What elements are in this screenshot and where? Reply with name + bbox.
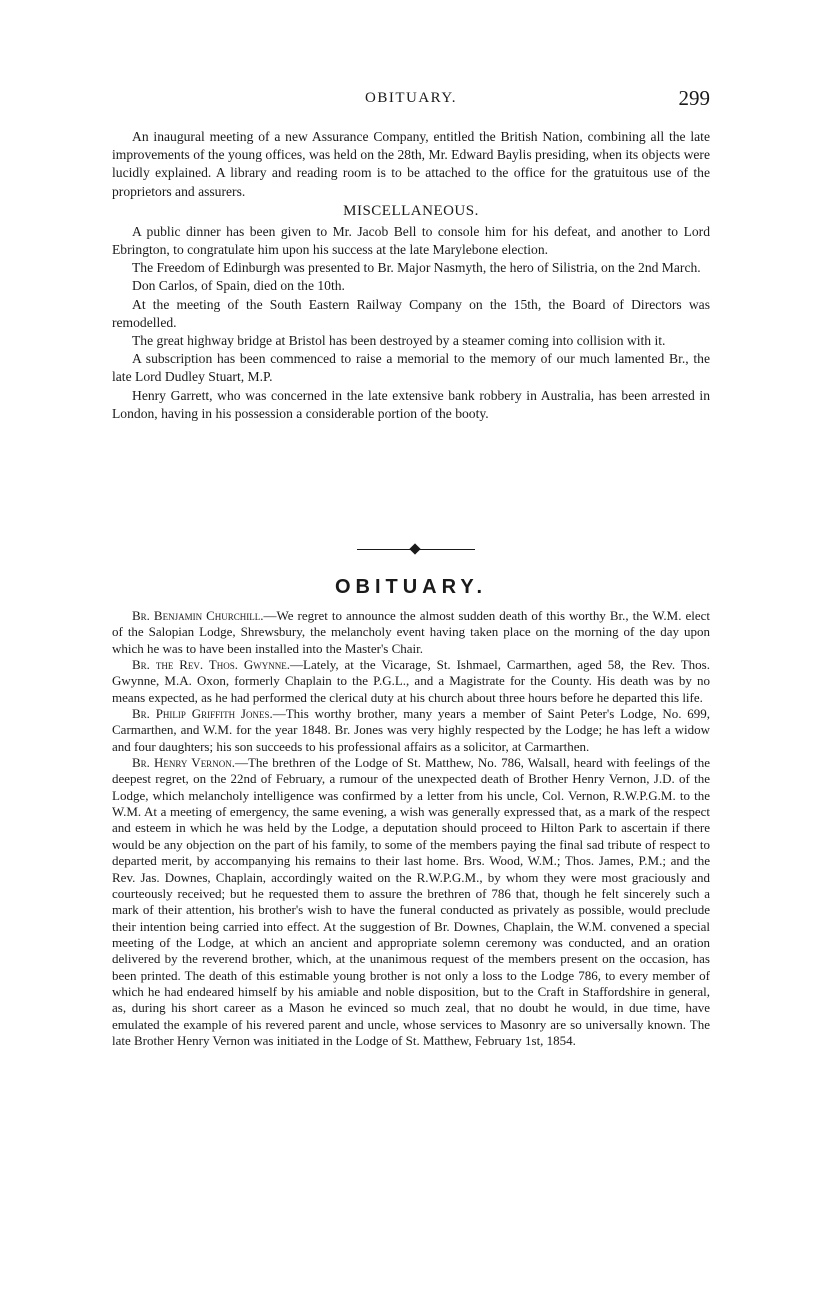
misc-item: The Freedom of Edinburgh was presented to Br. Major Nasmyth, the hero of Silistria, on the 2nd March. bbox=[132, 260, 701, 276]
entry-name: Br. the Rev. Thos. Gwynne. bbox=[132, 657, 290, 673]
section-divider bbox=[357, 544, 475, 556]
intro-paragraph: An inaugural meeting of a new Assurance Company, entitled the British Nation, combining all the late improvements of the young offices, was held on the 28th, Mr. Edward Baylis presiding, when its objects were lucidly explained. A library and reading room is to be attached to the office for the gratuitous use of the proprietors and assurers. bbox=[112, 129, 710, 199]
misc-item: The great highway bridge at Bristol has been destroyed by a steamer coming into collision with it. bbox=[132, 333, 666, 349]
obituary-entry bbox=[112, 706, 710, 755]
entry-name: Br. Henry Vernon. bbox=[132, 755, 235, 771]
diamond-ornament-icon bbox=[409, 543, 420, 554]
entry-name: Br. Benjamin Churchill. bbox=[132, 608, 264, 623]
running-head bbox=[112, 86, 710, 110]
miscellaneous-heading: MISCELLANEOUS. bbox=[343, 202, 479, 219]
upper-section bbox=[112, 128, 710, 423]
obituary-section bbox=[112, 608, 710, 1049]
misc-item: A public dinner has been given to Mr. Jacob Bell to console him for his defeat, and another to Lord Ebrington, to congratulate him upon his success at the late Marylebone election. bbox=[112, 223, 710, 258]
misc-item: A subscription has been commenced to raise a memorial to the memory of our much lamented Br., the late Lord Dudley Stuart, M.P. bbox=[112, 351, 710, 385]
running-title: OBITUARY. bbox=[365, 90, 457, 106]
misc-item: At the meeting of the South Eastern Railway Company on the 15th, the Board of Directors was remodelled. bbox=[112, 296, 710, 330]
misc-item: Henry Garrett, who was concerned in the late extensive bank robbery in Australia, has been arrested in London, having in his possession a considerable portion of the booty. bbox=[112, 387, 710, 421]
page-number: 299 bbox=[678, 86, 710, 110]
misc-item: Don Carlos, of Spain, died on the 10th. bbox=[132, 278, 345, 294]
entry-text: —This worthy brother, many years a member of Saint Peter's Lodge, No. 699, Carmarthen, and W.M. for the year 1848. Br. Jones was very highly respected by the Lodge; he has left a widow and four daughters; his son succeeds to his professional affairs as a solicitor, at Carmarthen. bbox=[112, 706, 710, 754]
entry-text: —The brethren of the Lodge of St. Matthew, No. 786, Walsall, heard with feelings of the deepest regret, on the 22nd of February, a rumour of the unexpected death of Brother Henry Vernon, J.D. of the Lodge, which melancholy intelligence was confirmed by a letter from his uncle, Col. Vernon, R.W.P.G.M. to the W.M. At a meeting of emergency, the same evening, a wish was generally expressed that, as a mark of the respect and esteem in which he was held by the Lodge, a deputation should proceed to Hilton Park to ascertain if there would be any objection on the part of his family, to some of the members paying the final sad tribute of respect to departed merit, by accompanying his remains to their last home. Brs. Wood, W.M.; Thos. James, P.M.; and the Rev. Jas. Downes, Chaplain, accordingly waited on the R.W.P.G.M., by whom they were most graciously and courteously received; but he requested them to assure the brethren of 786 that, though he felt sincerely such a mark of their attention, his brother's wish to have the funeral conducted as privately as possible, would preclude their intention being carried into effect. At the suggestion of Br. Downes, Chaplain, the W.M. convened a special meeting of the Lodge, at which an ancient and appropriate solemn ceremony was conducted, and an oration delivered by the reverend brother, which, at the unanimous request of the members present on the occasion, has been printed. The death of this estimable young brother is not only a loss to the Lodge 786, to every member of which he had endeared himself by his amiable and noble disposition, but to the Craft in Staffordshire in general, as, during his short career as a Mason he evinced so much zeal, that no doubt he would, in due time, have emulated the example of his revered parent and uncle, whose services to Masonry are so universally known. The late Brother Henry Vernon was initiated in the Lodge of St. Matthew, February 1st, 1854. bbox=[112, 755, 710, 1048]
entry-text: —Lately, at the Vicarage, St. Ishmael, Carmarthen, aged 58, the Rev. Thos. Gwynne, M.A. Oxon, formerly Chaplain to the P.G.L., and a Magistrate for the County. His death was by no means expected, as he had performed the clerical duty at his church about three hours before he departed this life. bbox=[112, 657, 710, 705]
obituary-entry bbox=[112, 755, 710, 1049]
obituary-entry bbox=[112, 657, 710, 706]
entry-text: —We regret to announce the almost sudden death of this worthy Br., the W.M. elect of the Salopian Lodge, Shrewsbury, the melancholy event having taken place on the morning of the day upon which he was to have been installed into the Master's Chair. bbox=[112, 608, 710, 656]
entry-name: Br. Philip Griffith Jones. bbox=[132, 706, 273, 722]
obituary-heading: OBITUARY. bbox=[334, 576, 488, 598]
obituary-entry bbox=[112, 608, 710, 657]
